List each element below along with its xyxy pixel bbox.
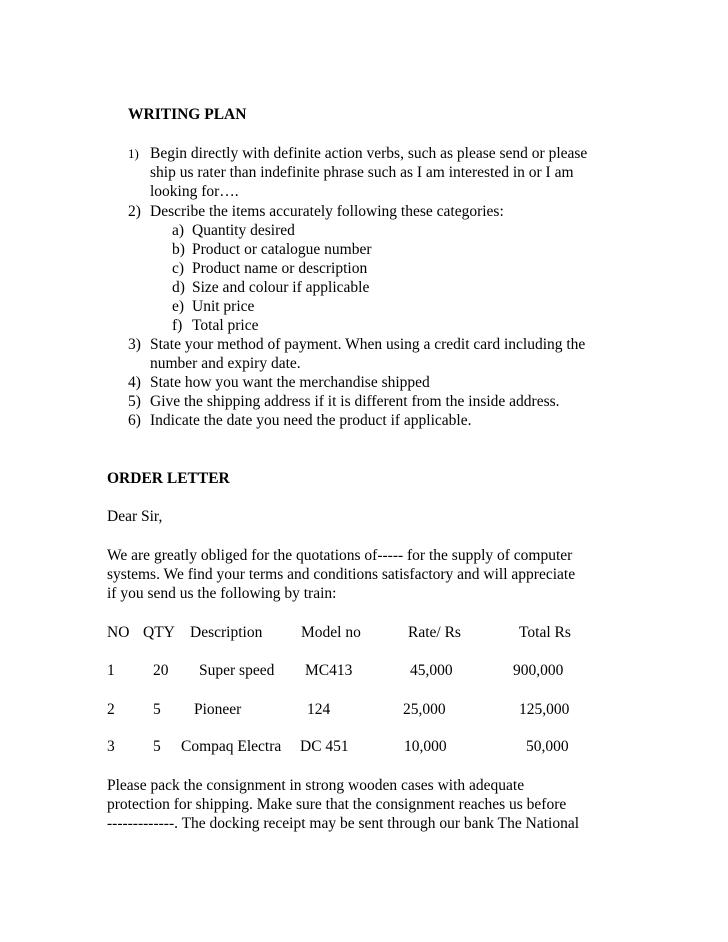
table-cell: Pioneer — [194, 701, 242, 718]
table-header-description: Description — [190, 624, 263, 641]
list-item-text: State your method of payment. When using a credit card including the — [150, 336, 586, 353]
list-number: 4) — [128, 374, 141, 391]
sublist-letter: e) — [172, 298, 185, 315]
table-cell: 124 — [307, 701, 331, 718]
paragraph-line: We are greatly obliged for the quotations of----- for the supply of computer — [107, 547, 573, 564]
paragraph-line: protection for shipping. Make sure that the consignment reaches us before — [107, 796, 567, 813]
table-cell: 2 — [107, 701, 115, 718]
sublist-item-text: Quantity desired — [192, 222, 295, 239]
salutation: Dear Sir, — [107, 508, 163, 525]
table-cell: 25,000 — [403, 701, 446, 718]
writing-plan-title: WRITING PLAN — [128, 106, 247, 123]
table-header-no: NO — [107, 624, 130, 641]
list-item-text: number and expiry date. — [150, 355, 301, 372]
table-header-total: Total Rs — [519, 624, 571, 641]
list-item-text: Begin directly with definite action verbs, such as please send or please — [150, 145, 588, 162]
list-number: 1) — [128, 146, 139, 161]
paragraph-line: systems. We find your terms and conditions satisfactory and will appreciate — [107, 566, 576, 583]
list-item-text: Indicate the date you need the product if applicable. — [150, 412, 472, 429]
table-cell: 5 — [153, 701, 161, 718]
table-cell: 1 — [107, 662, 115, 679]
sublist-item-text: Product or catalogue number — [192, 241, 372, 258]
list-item-text: Give the shipping address if it is different from the inside address. — [150, 393, 560, 410]
table-cell: Super speed — [199, 662, 275, 679]
order-letter-title: ORDER LETTER — [107, 470, 230, 487]
list-number: 2) — [128, 203, 141, 220]
paragraph-line: -------------. The docking receipt may be sent through our bank The National — [107, 815, 580, 832]
table-cell: 45,000 — [410, 662, 453, 679]
table-cell: 125,000 — [519, 701, 570, 718]
sublist-letter: a) — [172, 222, 185, 239]
table-cell: DC 451 — [300, 738, 349, 755]
table-cell: 3 — [107, 738, 115, 755]
list-item-text: Describe the items accurately following these categories: — [150, 203, 504, 220]
sublist-letter: f) — [172, 317, 183, 334]
list-item-text: ship us rater than indefinite phrase such as I am interested in or I am — [150, 164, 574, 181]
paragraph-line: if you send us the following by train: — [107, 585, 337, 602]
table-header-model: Model no — [301, 624, 361, 641]
sublist-letter: d) — [172, 279, 185, 296]
sublist-item-text: Unit price — [192, 298, 255, 315]
table-cell: 50,000 — [526, 738, 569, 755]
table-cell: MC413 — [305, 662, 353, 679]
list-item-text: looking for…. — [150, 183, 239, 200]
table-cell: 5 — [153, 738, 161, 755]
list-item-text: State how you want the merchandise shipped — [150, 374, 430, 391]
table-cell: 900,000 — [513, 662, 564, 679]
paragraph-line: Please pack the consignment in strong wooden cases with adequate — [107, 777, 525, 794]
sublist-letter: c) — [172, 260, 185, 277]
list-number: 3) — [128, 336, 141, 353]
sublist-item-text: Total price — [192, 317, 259, 334]
table-cell: 10,000 — [404, 738, 447, 755]
list-number: 6) — [128, 412, 141, 429]
list-number: 5) — [128, 393, 141, 410]
sublist-item-text: Size and colour if applicable — [192, 279, 370, 296]
table-header-qty: QTY — [143, 624, 175, 641]
sublist-item-text: Product name or description — [192, 260, 368, 277]
table-cell: 20 — [153, 662, 169, 679]
table-header-rate: Rate/ Rs — [408, 624, 461, 641]
sublist-letter: b) — [172, 241, 185, 258]
table-cell: Compaq Electra — [181, 738, 282, 755]
